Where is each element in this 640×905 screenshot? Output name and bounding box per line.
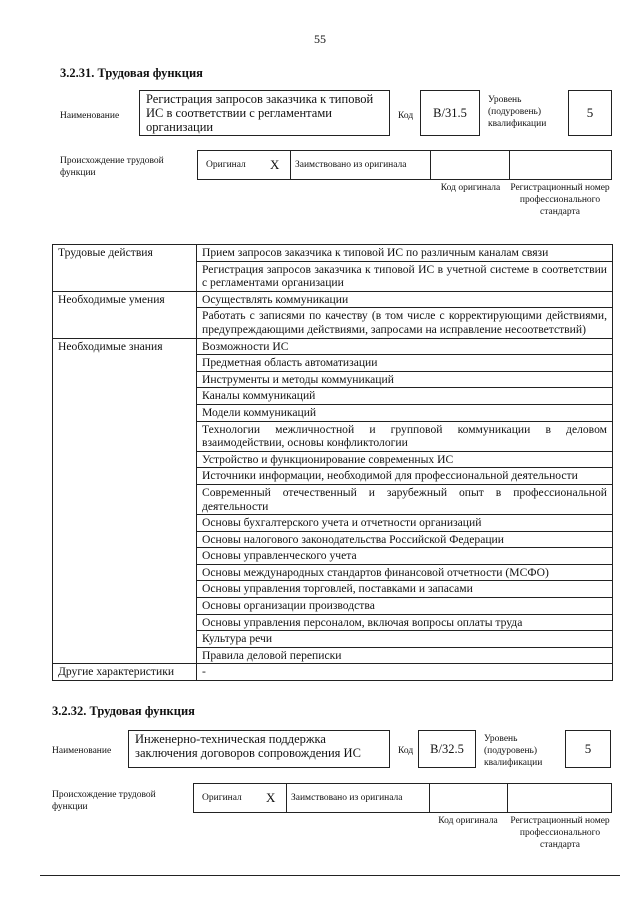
requirement-item: Модели коммуникаций — [197, 404, 613, 421]
divider — [430, 151, 431, 179]
requirement-item: Инструменты и методы коммуникаций — [197, 371, 613, 388]
requirement-item: - — [197, 664, 613, 681]
original-mark: X — [266, 790, 276, 805]
code-original-caption: Код оригинала — [438, 816, 498, 826]
requirement-item: Предметная область автоматизации — [197, 355, 613, 372]
origin-label: Происхождение трудовой функции — [60, 156, 164, 178]
requirement-item: Осуществлять коммуникации — [197, 291, 613, 308]
table-row — [53, 664, 613, 681]
level-box — [565, 730, 611, 768]
level-box — [568, 90, 612, 136]
code-label: Код — [398, 746, 414, 756]
requirement-item: Культура речи — [197, 631, 613, 648]
requirement-item: Основы управления торговлей, поставками и запасами — [197, 581, 613, 598]
requirement-item: Каналы коммуникаций — [197, 388, 613, 405]
code-box — [418, 730, 476, 768]
reg-number-caption: Регистрационный номер профессионального стандарта — [510, 816, 610, 850]
requirement-item: Работать с записями по качеству (в том числе с корректирующими действиями, предупреждающими действиями, запросами на исправление несоответствий) — [197, 308, 613, 338]
origin-label: Происхождение трудовой функции — [52, 790, 156, 812]
requirement-item: Основы бухгалтерского учета и отчетности организаций — [197, 515, 613, 532]
divider — [429, 784, 430, 812]
requirement-item: Устройство и функционирование современных ИС — [197, 451, 613, 468]
table-row — [53, 291, 613, 308]
table-row — [53, 338, 613, 355]
group-label: Необходимые умения — [53, 291, 197, 338]
origin-row — [197, 150, 612, 180]
function-name-box — [139, 90, 390, 136]
divider — [290, 151, 291, 179]
borrowed-label: Заимствовано из оригинала — [291, 793, 403, 803]
section-heading-3-2-32: 3.2.32. Трудовая функция — [52, 704, 195, 718]
requirement-item: Технологии межличностной и групповой коммуникации в деловом взаимодействии, основы конфликтологии — [197, 421, 613, 451]
level-value: 5 — [584, 741, 592, 756]
code-box — [420, 90, 480, 136]
requirement-item: Основы организации производства — [197, 598, 613, 615]
code-value: B/32.5 — [430, 741, 464, 756]
requirement-item: Возможности ИС — [197, 338, 613, 355]
requirement-item: Правила деловой переписки — [197, 647, 613, 664]
original-label: Оригинал — [202, 793, 242, 803]
requirement-item: Источники информации, необходимой для профессиональной деятельности — [197, 468, 613, 485]
divider — [507, 784, 508, 812]
section-heading-3-2-31: 3.2.31. Трудовая функция — [60, 66, 203, 80]
requirement-item: Основы управленческого учета — [197, 548, 613, 565]
requirement-item: Современный отечественный и зарубежный опыт в профессиональной деятельности — [197, 484, 613, 514]
level-value: 5 — [586, 105, 594, 120]
origin-row — [193, 783, 612, 813]
requirement-item: Основы управления персоналом, включая вопросы оплаты труда — [197, 614, 613, 631]
borrowed-label: Заимствовано из оригинала — [295, 160, 407, 170]
requirement-item: Основы налогового законодательства Российской Федерации — [197, 531, 613, 548]
divider — [509, 151, 510, 179]
level-label: Уровень (подуровень) квалификации — [484, 734, 543, 768]
code-label: Код — [398, 111, 414, 121]
function-name: Регистрация запросов заказчика к типовой ИС в соответствии с регламентами организации — [146, 92, 374, 134]
code-original-caption: Код оригинала — [440, 183, 501, 193]
reg-number-caption: Регистрационный номер профессионального стандарта — [510, 183, 610, 217]
name-label: Наименование — [60, 111, 120, 121]
group-label: Необходимые знания — [53, 338, 197, 664]
divider — [286, 784, 287, 812]
group-label: Другие характеристики — [53, 664, 197, 681]
original-mark: X — [270, 157, 280, 172]
original-label: Оригинал — [206, 160, 246, 170]
function-name: Инженерно-техническая поддержка заключения договоров сопровождения ИС — [135, 732, 361, 760]
table-row — [53, 245, 613, 262]
bottom-rule — [40, 875, 620, 876]
function-name-box — [128, 730, 390, 768]
requirements-table — [52, 244, 613, 681]
name-label: Наименование — [52, 746, 112, 756]
requirement-item: Прием запросов заказчика к типовой ИС по различным каналам связи — [197, 245, 613, 262]
requirement-item: Регистрация запросов заказчика к типовой ИС в учетной системе в соответствии с регламентами организации — [197, 261, 613, 291]
page-number: 55 — [314, 32, 326, 46]
code-value: B/31.5 — [433, 105, 467, 120]
group-label: Трудовые действия — [53, 245, 197, 292]
level-label: Уровень (подуровень) квалификации — [488, 95, 547, 129]
requirement-item: Основы международных стандартов финансовой отчетности (МСФО) — [197, 564, 613, 581]
